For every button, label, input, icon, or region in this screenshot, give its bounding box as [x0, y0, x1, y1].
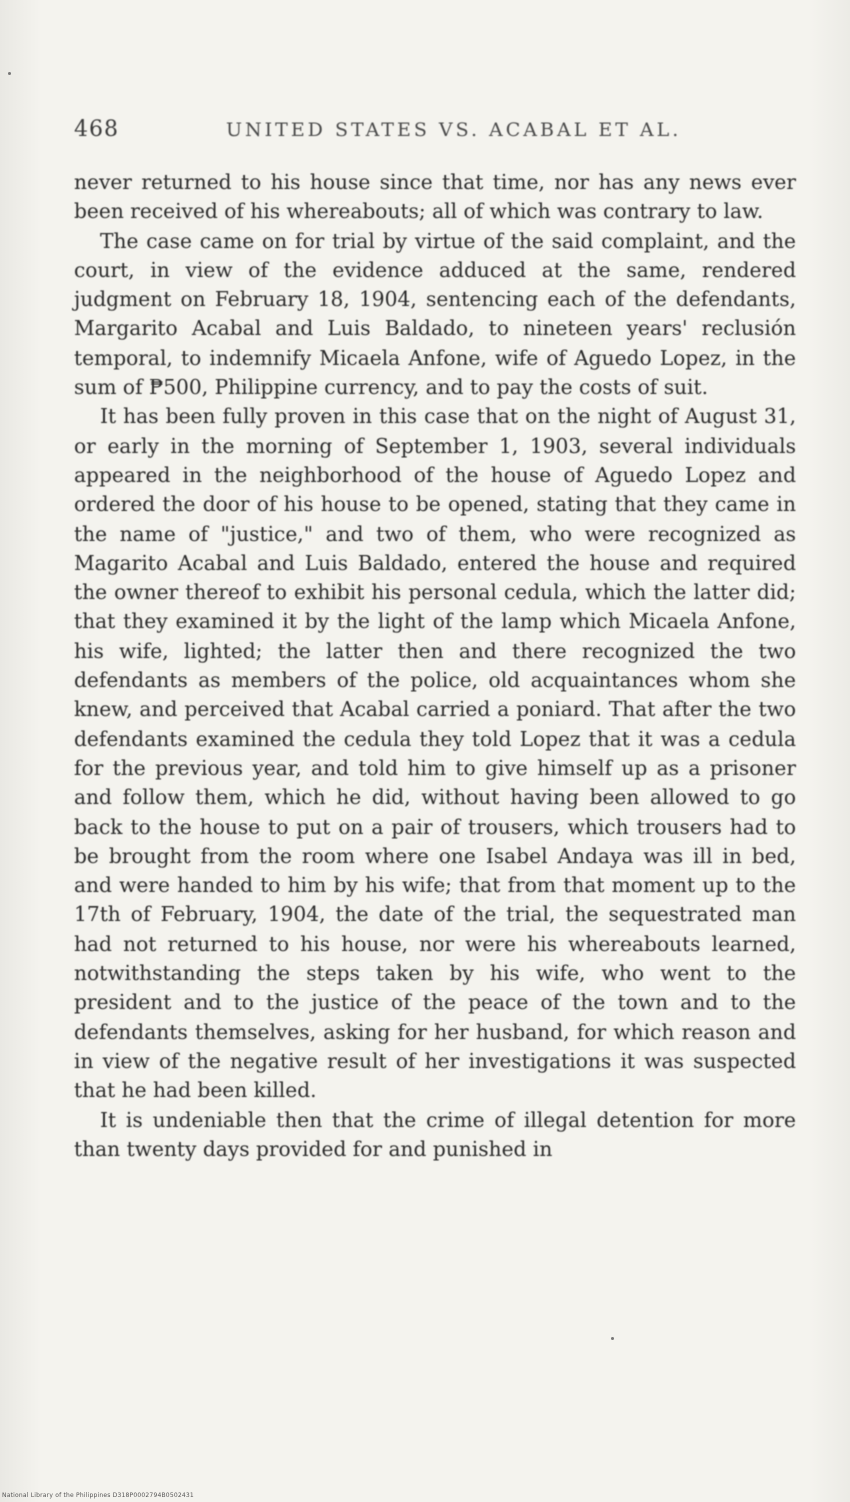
paragraph: The case came on for trial by virtue of the said complaint, and the court, in view of the evidence adduced at the same, rendered judgment on February 18, 1904, sentencing each of the defendants, Margarito Acabal and Luis Baldado, to nineteen years' reclusión temporal, to indemnify Micaela Anfone, wife of Aguedo Lopez, in the sum of ₱500, Philippine currency, and to pay the costs of suit.: [74, 228, 796, 400]
page-header: [74, 117, 794, 145]
page-number: 468: [74, 117, 119, 142]
paragraph: It is undeniable then that the crime of illegal detention for more than twenty days provided for and punished in: [74, 1107, 796, 1161]
paragraph: It has been fully proven in this case that on the night of August 31, or early in the morning of September 1, 1903, several individuals appeared in the neighborhood of the house of Aguedo Lopez and ordered the door of his house to be opened, stating that they came in the name of "justice," and two of them, who were recognized as Magarito Acabal and Luis Baldado, entered the house and required the owner thereof to exhibit his personal cedula, which the latter did; that they examined it by the light of the lamp which Micaela Anfone, his wife, lighted; the latter then and there recognized the two defendants as members of the police, old acquaintances whom she knew, and perceived that Acabal carried a poniard. That after the two defendants examined the cedula they told Lopez that it was a cedula for the previous year, and told him to give himself up as a prisoner and follow them, which he did, without having been allowed to go back to the house to put on a pair of trousers, which trousers had to be brought from the room where one Isabel Andaya was ill in bed, and were handed to him by his wife; that from that moment up to the 17th of February, 1904, the date of the trial, the sequestrated man had not returned to his house, nor were his whereabouts learned, notwithstanding the steps taken by his wife, who went to the president and to the justice of the peace of the town and to the defendants themselves, asking for her husband, for which reason and in view of the negative result of her investigations it was suspected that he had been killed.: [74, 404, 796, 1103]
paragraph: never returned to his house since that time, nor has any news ever been received of his whereabouts; all of which was contrary to law.: [74, 170, 796, 224]
scan-speck: [611, 1337, 614, 1340]
body-text: [74, 168, 796, 1164]
footer-credit: National Library of the Philippines D318P0002794B0502431: [2, 1492, 194, 1499]
scan-speck: [8, 72, 11, 75]
running-head: UNITED STATES VS. ACABAL ET AL.: [226, 119, 682, 141]
